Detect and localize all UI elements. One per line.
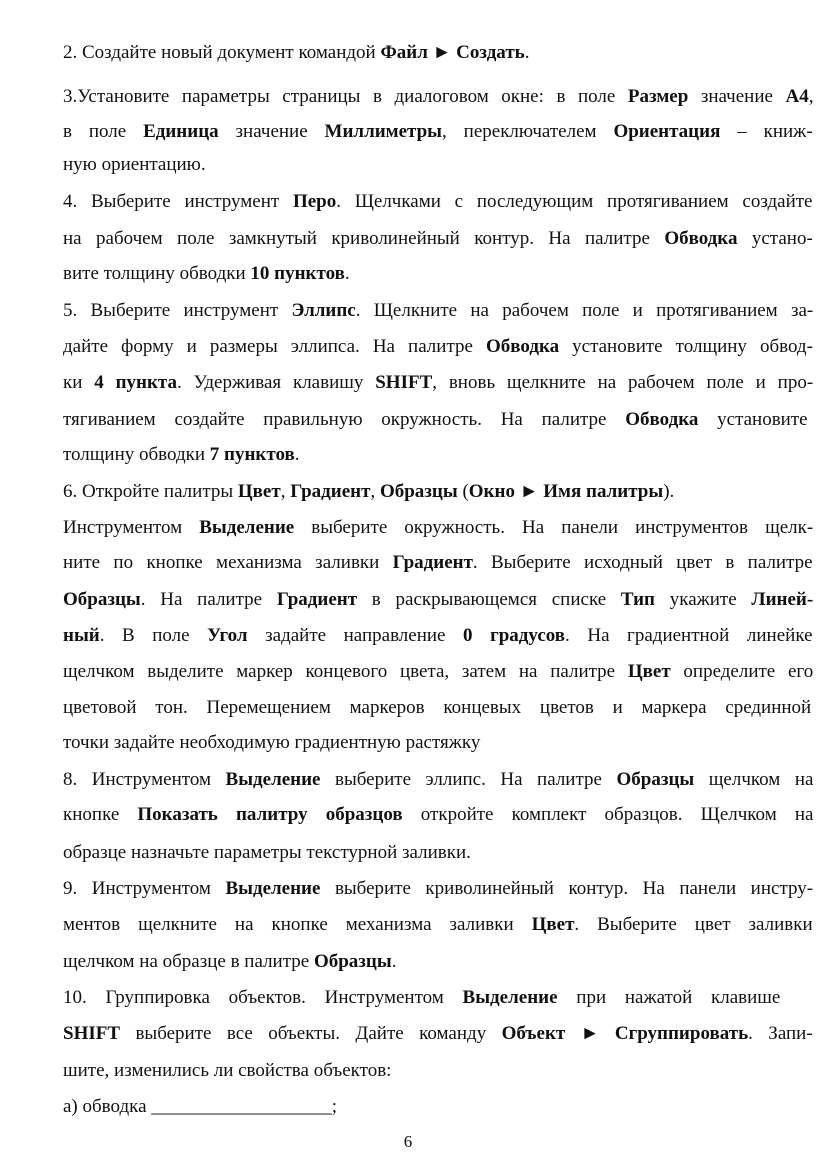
bold-term: Миллиметры (324, 121, 443, 142)
text-line (63, 444, 300, 466)
text-line (63, 517, 813, 539)
text-run: щелчком на (694, 769, 814, 790)
text-run: . (391, 951, 397, 972)
page-number: 6 (403, 1132, 413, 1151)
text-run: в поле (63, 121, 144, 142)
text-line (63, 300, 813, 322)
text-line (63, 86, 813, 108)
bold-term: Ориентация (613, 121, 721, 142)
text-run: откройте комплект образцов. Щелчком на (402, 804, 814, 825)
text-run: . (524, 42, 530, 63)
text-line (63, 625, 813, 647)
bold-term: Единица (143, 121, 219, 142)
text-run: укажите (655, 589, 752, 610)
text-run: на рабочем поле замкнутый криволинейный контур. На палитре (63, 228, 665, 249)
bold-term: Градиент (276, 589, 358, 610)
bold-term: Угол (207, 625, 248, 646)
text-run: . Щелкните на рабочем поле и протягиванием за- (355, 300, 814, 321)
text-run: шите, изменились ли свойства объектов: (63, 1060, 392, 1081)
bold-term: 4 пункта (94, 372, 177, 393)
text-run: ните по кнопке механизма заливки (63, 552, 393, 573)
text-line (63, 481, 674, 503)
text-run: , (280, 481, 291, 502)
text-run: . Удерживая клавишу (176, 372, 376, 393)
text-run: , вновь щелкните на рабочем поле и про- (432, 372, 814, 393)
text-run: ки (63, 372, 95, 393)
bold-term: Выделение (199, 517, 295, 538)
text-run: щелчком выделите маркер концевого цвета, затем на палитре (63, 661, 628, 682)
text-line (63, 769, 813, 791)
text-line (63, 951, 396, 973)
text-run: задайте направление (247, 625, 464, 646)
bold-term: SHIFT (375, 372, 433, 393)
text-run: значение (218, 121, 325, 142)
text-line (63, 697, 811, 719)
text-line (63, 987, 780, 1009)
text-run: , (370, 481, 380, 502)
text-run: 6. Откройте палитры (63, 481, 238, 502)
text-run: . На градиентной линейке (565, 625, 813, 646)
text-line (63, 1060, 391, 1082)
text-run: а) обводка ___________________; (63, 1096, 338, 1117)
bold-term: Тип (620, 589, 655, 610)
bold-term: Цвет (531, 914, 575, 935)
bold-term: SHIFT (63, 1023, 121, 1044)
text-line (63, 372, 813, 394)
text-run: 3.Установите параметры страницы в диалоговом окне: в поле (63, 86, 628, 107)
text-run: . Выберите исходный цвет в палитре (472, 552, 813, 573)
bold-term: Файл ► Создать (380, 42, 525, 63)
bold-term: Обводка (625, 409, 699, 430)
text-line (63, 732, 480, 754)
text-run: образце назначьте параметры текстурной заливки. (63, 842, 471, 863)
text-run: 4. Выберите инструмент (63, 191, 293, 212)
text-run: выберите окружность. На панели инструментов щелк- (294, 517, 814, 538)
text-line (63, 842, 471, 864)
text-run: ( (457, 481, 469, 502)
text-run: 8. Инструментом (63, 769, 226, 790)
text-run: установите толщину обвод- (559, 336, 813, 357)
text-run: толщину обводки (63, 444, 210, 465)
text-line (63, 191, 813, 213)
text-run: . Щелчками с последующим протягиванием создайте (336, 191, 813, 212)
text-line (63, 263, 350, 285)
text-line (63, 336, 813, 358)
bold-term: Линей- (751, 589, 814, 610)
text-line (63, 42, 529, 64)
bold-term: 10 пунктов (250, 263, 345, 284)
text-run: выберите все объекты. Дайте команду (120, 1023, 502, 1044)
text-run: . (344, 263, 350, 284)
text-run: . Выберите цвет заливки (574, 914, 813, 935)
bold-term: Выделение (462, 987, 558, 1008)
text-run: установите (698, 409, 808, 430)
text-run: дайте форму и размеры эллипса. На палитре (63, 336, 486, 357)
bold-term: А4 (785, 86, 809, 107)
text-run: . (294, 444, 300, 465)
text-line (63, 589, 813, 611)
text-run: . В поле (99, 625, 208, 646)
bold-term: Образцы (313, 951, 392, 972)
bold-term: Обводка (664, 228, 738, 249)
text-run: , переключателем (442, 121, 614, 142)
text-run: при нажатой клавише (557, 987, 781, 1008)
bold-term: Показать палитру образцов (137, 804, 403, 825)
text-line (63, 228, 813, 250)
text-run: 5. Выберите инструмент (63, 300, 292, 321)
text-line (63, 1096, 337, 1118)
text-line (63, 914, 813, 936)
bold-term: Объект ► Сгруппировать (501, 1023, 749, 1044)
text-run: значение (688, 86, 786, 107)
text-line (63, 878, 813, 900)
bold-term: 0 градусов (463, 625, 566, 646)
bold-term: 7 пунктов (209, 444, 295, 465)
text-line (63, 552, 813, 574)
text-run: . На палитре (140, 589, 277, 610)
text-run: в раскрывающемся списке (357, 589, 621, 610)
text-line (63, 804, 813, 826)
bold-term: Градиент (290, 481, 371, 502)
text-run: определите его (670, 661, 814, 682)
text-line (63, 661, 813, 683)
bold-term: Перо (292, 191, 337, 212)
bold-term: Образцы (616, 769, 695, 790)
text-run: вите толщину обводки (63, 263, 251, 284)
text-run: точки задайте необходимую градиентную растяжку (63, 732, 481, 753)
text-run: Инструментом (63, 517, 200, 538)
text-run: кнопке (63, 804, 138, 825)
bold-term: Градиент (392, 552, 473, 573)
text-run: цветовой тон. Перемещением маркеров концевых цветов и маркера срединной (63, 697, 812, 718)
text-run: ). (663, 481, 675, 502)
bold-term: Выделение (225, 878, 321, 899)
text-run: , (808, 86, 814, 107)
text-run: устано- (737, 228, 813, 249)
text-line (63, 1023, 813, 1045)
bold-term: Образцы (63, 589, 141, 610)
text-run: 9. Инструментом (63, 878, 226, 899)
text-run: 10. Группировка объектов. Инструментом (63, 987, 463, 1008)
bold-term: Цвет (627, 661, 671, 682)
text-run: выберите эллипс. На палитре (320, 769, 617, 790)
bold-term: Окно ► Имя палитры (468, 481, 664, 502)
bold-term: Цвет (237, 481, 281, 502)
text-line (63, 154, 206, 176)
text-run: выберите криволинейный контур. На панели инстру- (320, 878, 814, 899)
bold-term: Эллипс (291, 300, 356, 321)
text-line (63, 121, 813, 143)
bold-term: Образцы (379, 481, 458, 502)
text-run: ментов щелкните на кнопке механизма заливки (63, 914, 532, 935)
text-run: – книж- (720, 121, 813, 142)
text-run: 2. Создайте новый документ командой (63, 42, 381, 63)
text-run: тягиванием создайте правильную окружность. На палитре (63, 409, 626, 430)
bold-term: Обводка (485, 336, 560, 357)
text-run: щелчком на образце в палитре (63, 951, 314, 972)
text-run: . Запи- (748, 1023, 813, 1044)
text-run: ную ориентацию. (63, 154, 206, 175)
bold-term: Размер (627, 86, 689, 107)
text-line (63, 409, 808, 431)
bold-term: Выделение (225, 769, 321, 790)
bold-term: ный (63, 625, 100, 646)
